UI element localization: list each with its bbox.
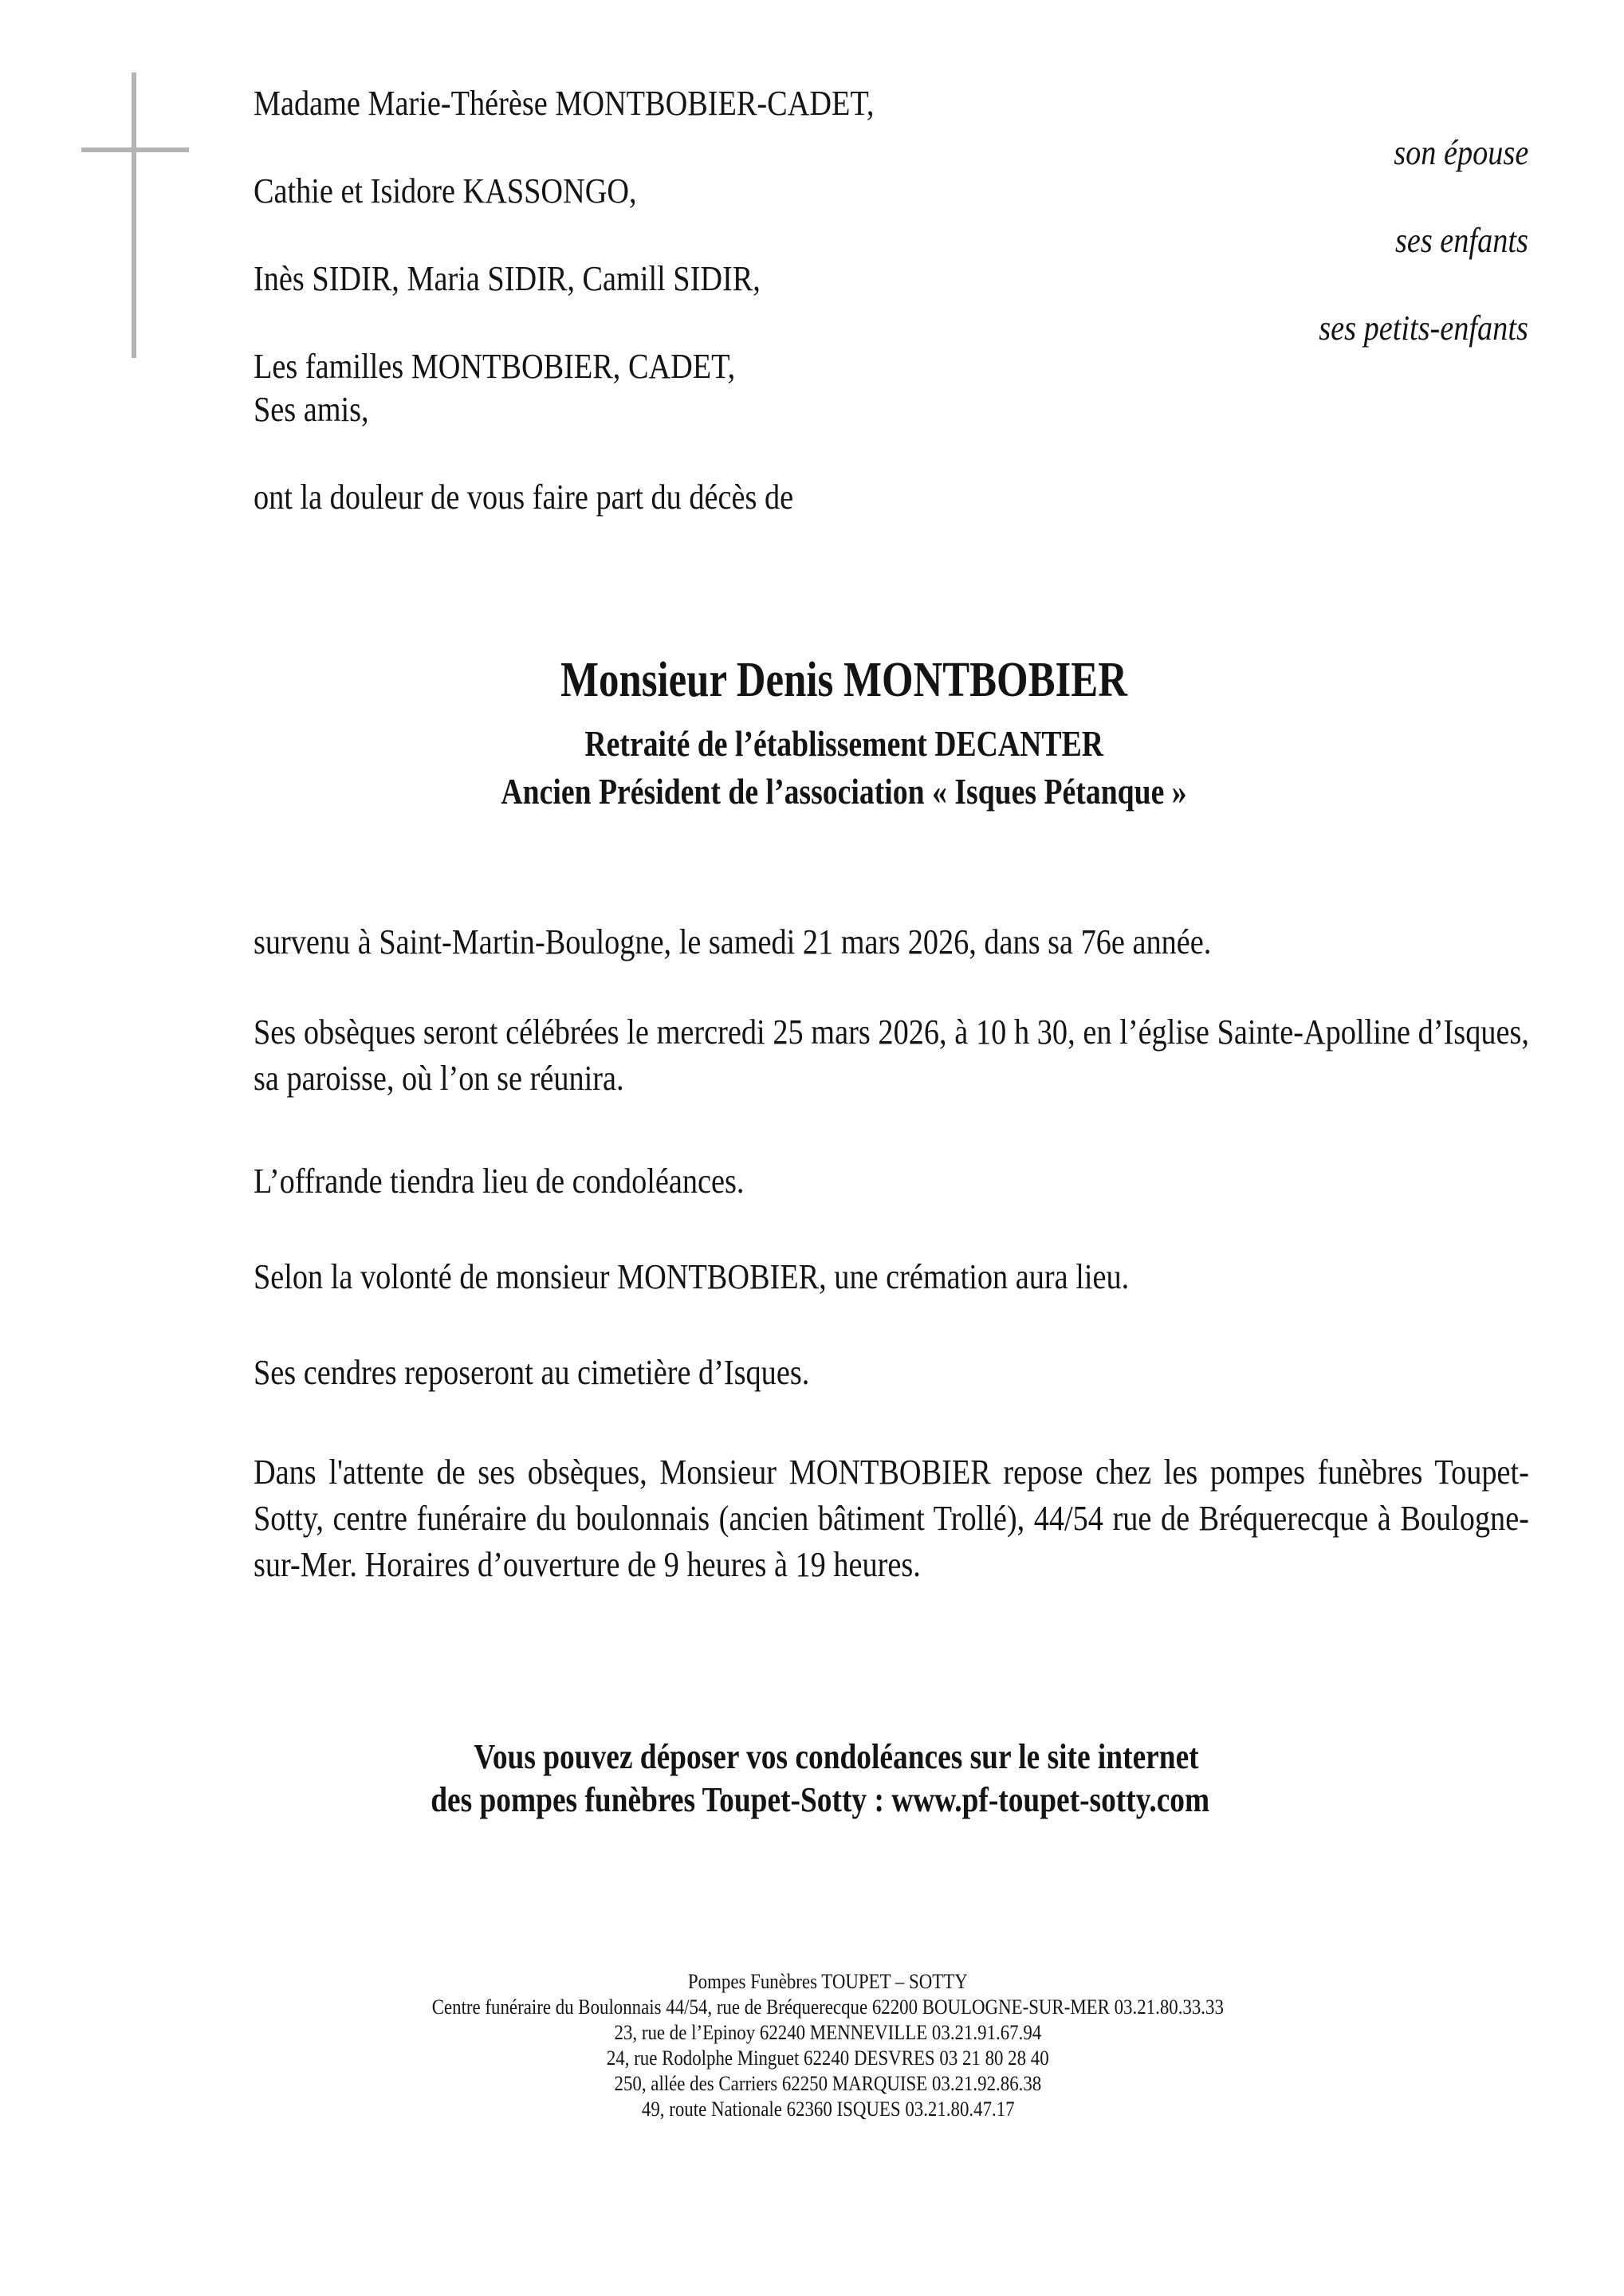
- paragraph-repose: [254, 1449, 1529, 1588]
- condolences-line-1: [24, 1737, 1624, 1776]
- announcement-line: ont la douleur de vous faire part du décès de: [254, 478, 794, 517]
- relation-children: ses enfants: [1395, 221, 1528, 260]
- footer-location: [16, 2020, 1624, 2046]
- paragraph-repose-text: Dans l'attente de ses obsèques, Monsieur MONTBOBIER repose chez les pompes funèbres Toupet-Sotty, centre funéraire du boulonnais (ancien bâtiment Trollé), 44/54 rue de Bréquerecque à Boulogne-sur-Mer. Horaires d’ouverture de 9 heures à 19 heures.: [254, 1453, 1529, 1584]
- family-member-grandchildren: Inès SIDIR, Maria SIDIR, Camill SIDIR,: [254, 259, 761, 298]
- relation-spouse: son épouse: [1393, 133, 1528, 172]
- footer-location-text: Centre funéraire du Boulonnais 44/54, rue de Bréquerecque 62200 BOULOGNE-SUR-MER 03.21.80.33.33: [431, 1995, 1225, 2019]
- footer-location: [16, 2046, 1624, 2071]
- deceased-subtitle-2: [32, 773, 1624, 810]
- paragraph-offering: L’offrande tiendra lieu de condoléances.: [254, 1162, 745, 1201]
- paragraph-death: survenu à Saint-Martin-Boulogne, le samedi 21 mars 2026, dans sa 76e année.: [254, 922, 1212, 961]
- deceased-name: [32, 655, 1624, 705]
- footer-addresses: [16, 1969, 1624, 2122]
- footer-location-text: 250, allée des Carriers 62250 MARQUISE 03.21.92.86.38: [614, 2072, 1042, 2095]
- footer-location-text: 23, rue de l’Epinoy 62240 MENNEVILLE 03.21.91.67.94: [614, 2021, 1042, 2044]
- relation-grandchildren: ses petits-enfants: [1319, 309, 1528, 348]
- cross-vertical-bar: [132, 73, 136, 358]
- paragraph-ashes: Ses cendres reposeront au cimetière d’Isques.: [254, 1353, 810, 1392]
- paragraph-funeral: [254, 1009, 1529, 1102]
- paragraph-funeral-text: Ses obsèques seront célébrées le mercredi 25 mars 2026, à 10 h 30, en l’église Sainte-Apolline d’Isques, sa paroisse, où l’on se réunira.: [254, 1012, 1529, 1098]
- cross-horizontal-bar: [81, 147, 189, 152]
- condolences-line-1-text: Vous pouvez déposer vos condoléances sur le site internet: [473, 1737, 1199, 1776]
- footer-location-text: 49, route Nationale 62360 ISQUES 03.21.80.47.17: [641, 2097, 1015, 2121]
- footer-location-text: 24, rue Rodolphe Minguet 62240 DESVRES 03 21 80 28 40: [607, 2046, 1049, 2070]
- footer-company-text: Pompes Funèbres TOUPET – SOTTY: [688, 1970, 968, 1993]
- footer-location: [16, 2097, 1624, 2122]
- footer-company: [16, 1969, 1624, 1995]
- deceased-subtitle-1: [32, 725, 1624, 762]
- condolences-line-2-text: des pompes funèbres Toupet-Sotty : www.pf-toupet-sotty.com: [431, 1780, 1209, 1819]
- footer-location: [16, 1995, 1624, 2020]
- deceased-name-text: Monsieur Denis MONTBOBIER: [560, 653, 1127, 707]
- family-member-spouse: Madame Marie-Thérèse MONTBOBIER-CADET,: [254, 84, 875, 123]
- deceased-subtitle-1-text: Retraité de l’établissement DECANTER: [584, 723, 1103, 764]
- deceased-subtitle-2-text: Ancien Président de l’association « Isques Pétanque »: [501, 771, 1187, 812]
- family-member-children: Cathie et Isidore KASSONGO,: [254, 171, 637, 210]
- friends-line: Ses amis,: [254, 390, 369, 429]
- family-member-families: Les familles MONTBOBIER, CADET,: [254, 347, 736, 386]
- paragraph-cremation: Selon la volonté de monsieur MONTBOBIER, une crémation aura lieu.: [254, 1257, 1130, 1296]
- footer-location: [16, 2071, 1624, 2097]
- condolences-line-2: [8, 1780, 1624, 1819]
